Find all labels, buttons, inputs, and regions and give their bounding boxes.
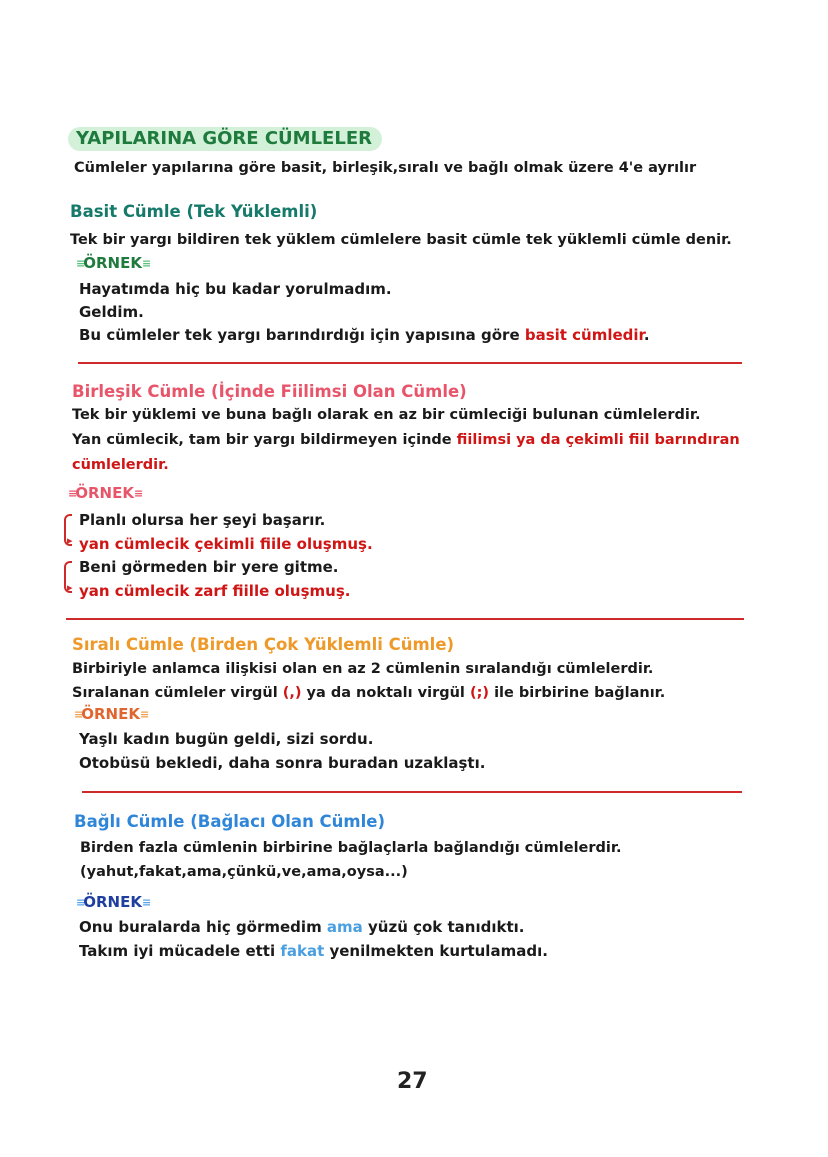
sirali-definition-2-end: ile birbirine bağlanır. [489, 685, 666, 701]
intro-text: Cümleler yapılarına göre basit, birleşik,sıralı ve bağlı olmak üzere 4'e ayrılır [74, 160, 697, 176]
sirali-example-2: Otobüsü bekledi, daha sonra buradan uzaklaştı. [79, 754, 486, 772]
bagli-example-2-end: yenilmekten kurtulamadı. [324, 942, 548, 960]
ornek-text: ÖRNEK [81, 705, 140, 723]
sparkle-right-icon: ≡ [133, 486, 142, 500]
basit-definition: Tek bir yargı bildiren tek yüklem cümlelere basit cümle tek yüklemli cümle denir. [70, 232, 732, 248]
sparkle-left-icon: ≡ [76, 256, 84, 270]
basit-heading: Basit Cümle (Tek Yüklemli) [70, 202, 318, 221]
conjunction-ama: ama [326, 918, 363, 936]
basit-example-3-text: Bu cümleler tek yargı barındırdığı için yapısına göre [79, 326, 525, 344]
birlesik-heading: Birleşik Cümle (İçinde Fiilimsi Olan Cümle) [72, 382, 467, 401]
birlesik-definition-2-text: Yan cümlecik, tam bir yargı bildirmeyen içinde [72, 432, 457, 448]
birlesik-definition-1: Tek bir yüklemi ve buna bağlı olarak en az bir cümleciği bulunan cümlelerdir. [72, 407, 701, 423]
basit-example-1: Hayatımda hiç bu kadar yorulmadım. [79, 280, 392, 298]
bagli-definition-1: Birden fazla cümlenin birbirine bağlaçlarla bağlandığı cümlelerdir. [80, 840, 622, 856]
birlesik-definition-2 [72, 430, 740, 450]
sparkle-left-icon: ≡ [74, 707, 82, 721]
birlesik-highlight: fiilimsi ya da çekimli fiil barındıran [456, 432, 740, 448]
birlesik-example-2-note: yan cümlecik zarf fiille oluşmuş. [79, 582, 351, 600]
sirali-example-1: Yaşlı kadın bugün geldi, sizi sordu. [79, 730, 374, 748]
sirali-ornek-label [74, 705, 147, 723]
semicolon-mark: (;) [469, 685, 490, 701]
basit-example-2: Geldim. [79, 303, 144, 321]
sirali-definition-1: Birbiriyle anlamca ilişkisi olan en az 2 cümlenin sıralandığı cümlelerdir. [72, 661, 654, 677]
page-title: YAPILARINA GÖRE CÜMLELER [68, 127, 382, 151]
birlesik-example-1-note: yan cümlecik çekimli fiile oluşmuş. [79, 535, 373, 553]
birlesik-example-2: Beni görmeden bir yere gitme. [79, 558, 339, 576]
birlesik-example-1: Planlı olursa her şeyi başarır. [79, 511, 326, 529]
ornek-text: ÖRNEK [83, 254, 142, 272]
birlesik-definition-3: cümlelerdir. [72, 457, 169, 473]
bagli-example-1-text: Onu buralarda hiç görmedim [79, 918, 327, 936]
basit-example-3 [79, 325, 650, 345]
bagli-heading: Bağlı Cümle (Bağlacı Olan Cümle) [74, 812, 385, 831]
sparkle-right-icon: ≡ [139, 707, 148, 721]
divider-3 [82, 791, 742, 793]
bagli-example-1-end: yüzü çok tanıdıktı. [362, 918, 525, 936]
divider-1 [78, 362, 742, 364]
page-title-wrap [68, 128, 382, 149]
comma-mark: (,) [282, 685, 302, 701]
sparkle-right-icon: ≡ [141, 895, 150, 909]
sirali-definition-2-mid: ya da noktalı virgül [301, 685, 470, 701]
arrow-right-icon: ▸ [67, 581, 73, 594]
sirali-definition-2-text: Sıralanan cümleler virgül [72, 685, 283, 701]
sirali-heading: Sıralı Cümle (Birden Çok Yüklemli Cümle) [72, 635, 455, 654]
sparkle-right-icon: ≡ [141, 256, 150, 270]
birlesik-ornek-label [68, 484, 141, 502]
bagli-example-1 [79, 917, 524, 937]
bagli-ornek-label [76, 893, 149, 911]
sparkle-left-icon: ≡ [68, 486, 76, 500]
bagli-definition-2: (yahut,fakat,ama,çünkü,ve,ama,oysa...) [80, 864, 408, 880]
ornek-text: ÖRNEK [83, 893, 142, 911]
bagli-example-2-text: Takım iyi mücadele etti [79, 942, 281, 960]
divider-2 [66, 618, 744, 620]
arrow-right-icon: ▸ [67, 534, 73, 547]
basit-ornek-label [76, 254, 149, 272]
ornek-text: ÖRNEK [75, 484, 134, 502]
page-number: 27 [397, 1069, 428, 1094]
basit-example-3-end: . [643, 326, 650, 344]
basit-highlight: basit cümledir [524, 326, 644, 344]
bagli-example-2 [79, 941, 548, 961]
conjunction-fakat: fakat [280, 942, 325, 960]
sparkle-left-icon: ≡ [76, 895, 84, 909]
sirali-definition-2 [72, 683, 665, 703]
